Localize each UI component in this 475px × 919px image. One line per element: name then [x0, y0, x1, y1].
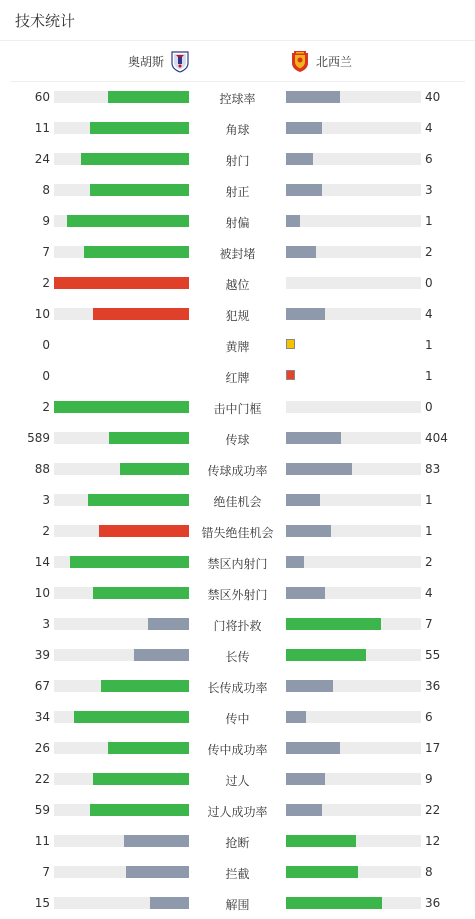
- stat-label: 错失绝佳机会: [201, 526, 274, 540]
- home-value: 59: [34, 803, 50, 817]
- stat-label: 门将扑救: [213, 619, 262, 633]
- stat-row: [0, 888, 475, 919]
- away-bar: [286, 773, 421, 785]
- stat-row: [0, 299, 475, 330]
- stat-label: 长传成功率: [207, 681, 268, 695]
- home-team[interactable]: [128, 41, 190, 81]
- away-value: 36: [425, 679, 441, 693]
- stat-row: [0, 268, 475, 299]
- away-bar: [286, 556, 421, 568]
- home-value: 14: [34, 555, 50, 569]
- away-bar: [286, 804, 421, 816]
- home-value: 67: [34, 679, 50, 693]
- away-bar: [286, 742, 421, 754]
- away-bar-fill: [286, 215, 300, 227]
- stat-label: 控球率: [219, 92, 256, 106]
- home-value: 26: [34, 741, 50, 755]
- home-bar: [54, 432, 189, 444]
- away-value: 4: [425, 307, 433, 321]
- stat-label: 越位: [225, 278, 250, 292]
- away-bar-fill: [286, 711, 306, 723]
- stat-row: [0, 392, 475, 423]
- home-value: 3: [42, 617, 50, 631]
- stat-label: 禁区内射门: [207, 557, 268, 571]
- home-bar: [54, 897, 189, 909]
- home-value: 0: [42, 369, 50, 383]
- home-value: 60: [34, 90, 50, 104]
- home-value: 7: [42, 865, 50, 879]
- away-team-name: 北西兰: [316, 54, 353, 69]
- away-value: 2: [425, 245, 433, 259]
- home-value: 15: [34, 896, 50, 910]
- home-bar-fill: [150, 897, 189, 909]
- away-bar: [286, 680, 421, 692]
- away-bar-fill: [286, 246, 316, 258]
- home-bar: [54, 215, 189, 227]
- home-value: 2: [42, 276, 50, 290]
- home-bar: [54, 618, 189, 630]
- away-value: 1: [425, 369, 433, 383]
- stat-label: 射偏: [225, 216, 250, 230]
- stat-row: [0, 547, 475, 578]
- away-value: 6: [425, 710, 433, 724]
- stat-row: [0, 454, 475, 485]
- stat-label: 击中门框: [213, 402, 262, 416]
- home-value: 2: [42, 524, 50, 538]
- home-bar: [54, 649, 189, 661]
- away-bar-fill: [286, 680, 333, 692]
- stat-row: [0, 423, 475, 454]
- away-bar: [286, 835, 421, 847]
- home-value: 8: [42, 183, 50, 197]
- away-value: 4: [425, 586, 433, 600]
- home-value: 11: [34, 834, 50, 848]
- away-value: 0: [425, 276, 433, 290]
- stats-list: [0, 82, 475, 919]
- home-bar: [54, 587, 189, 599]
- away-bar-fill: [286, 556, 304, 568]
- away-bar-fill: [286, 525, 331, 537]
- stat-label: 角球: [225, 123, 250, 137]
- stat-label: 过人: [225, 774, 250, 788]
- home-bar-fill: [90, 804, 189, 816]
- stat-row: [0, 516, 475, 547]
- home-bar-fill: [93, 308, 189, 320]
- home-value: 88: [34, 462, 50, 476]
- away-bar: [286, 711, 421, 723]
- home-team-name: 奥胡斯: [127, 54, 164, 69]
- home-bar-fill: [88, 494, 189, 506]
- home-bar-fill: [67, 215, 189, 227]
- home-bar-fill: [99, 525, 189, 537]
- home-value: 10: [34, 307, 50, 321]
- home-value: 3: [42, 493, 50, 507]
- home-value: 22: [34, 772, 50, 786]
- stat-label: 传球成功率: [207, 464, 268, 478]
- away-bar: [286, 525, 421, 537]
- stat-row: [0, 144, 475, 175]
- stat-row: [0, 671, 475, 702]
- away-bar: [286, 308, 421, 320]
- stat-row: [0, 640, 475, 671]
- away-bar-fill: [286, 649, 366, 661]
- away-bar: [286, 618, 421, 630]
- home-bar-fill: [101, 680, 189, 692]
- away-bar: [286, 494, 421, 506]
- away-value: 1: [425, 214, 433, 228]
- stat-row: [0, 764, 475, 795]
- red-card-icon: [286, 370, 295, 380]
- home-value: 11: [34, 121, 50, 135]
- home-bar: [54, 711, 189, 723]
- away-bar: [286, 432, 421, 444]
- away-value: 55: [425, 648, 441, 662]
- away-bar-fill: [286, 91, 340, 103]
- away-value: 1: [425, 338, 433, 352]
- away-value: 0: [425, 400, 433, 414]
- yellow-card-icon: [286, 339, 295, 349]
- home-bar: [54, 742, 189, 754]
- away-bar-fill: [286, 432, 341, 444]
- away-team[interactable]: [290, 41, 352, 81]
- home-bar: [54, 153, 189, 165]
- stat-label: 射门: [225, 154, 250, 168]
- home-bar-fill: [120, 463, 189, 475]
- away-bar: [286, 401, 421, 413]
- away-bar-fill: [286, 153, 313, 165]
- away-value: 22: [425, 803, 441, 817]
- stat-label: 黄牌: [225, 340, 250, 354]
- home-bar-fill: [109, 432, 189, 444]
- stat-label: 传中成功率: [207, 743, 268, 757]
- home-bar: [54, 246, 189, 258]
- stat-row: [0, 733, 475, 764]
- away-value: 4: [425, 121, 433, 135]
- away-bar-fill: [286, 308, 325, 320]
- home-bar-fill: [70, 556, 189, 568]
- stat-label: 被封堵: [219, 247, 256, 261]
- away-bar: [286, 91, 421, 103]
- stat-label: 抢断: [225, 836, 250, 850]
- home-value: 589: [27, 431, 50, 445]
- home-bar: [54, 680, 189, 692]
- home-bar-fill: [90, 184, 189, 196]
- home-bar: [54, 277, 189, 289]
- away-value: 2: [425, 555, 433, 569]
- away-value: 83: [425, 462, 441, 476]
- away-value: 7: [425, 617, 433, 631]
- home-value: 24: [34, 152, 50, 166]
- stat-row: [0, 206, 475, 237]
- away-bar: [286, 897, 421, 909]
- away-value: 404: [425, 431, 448, 445]
- stat-label: 拦截: [225, 867, 250, 881]
- away-bar-fill: [286, 866, 358, 878]
- home-bar-fill: [84, 246, 189, 258]
- away-value: 1: [425, 493, 433, 507]
- section-title: 技术统计: [15, 12, 76, 30]
- home-bar: [54, 184, 189, 196]
- stat-label: 绝佳机会: [213, 495, 262, 509]
- home-bar: [54, 556, 189, 568]
- home-bar-fill: [81, 153, 189, 165]
- home-value: 0: [42, 338, 50, 352]
- away-bar: [286, 153, 421, 165]
- stat-label: 长传: [225, 650, 250, 664]
- away-bar-fill: [286, 804, 322, 816]
- nordsjaelland-crest-icon: [290, 49, 310, 73]
- stat-label: 禁区外射门: [207, 588, 268, 602]
- home-value: 9: [42, 214, 50, 228]
- away-bar: [286, 587, 421, 599]
- team-header: [10, 41, 465, 82]
- stat-row: [0, 82, 475, 113]
- away-value: 12: [425, 834, 441, 848]
- away-value: 17: [425, 741, 441, 755]
- away-bar-fill: [286, 742, 340, 754]
- away-bar-fill: [286, 122, 322, 134]
- away-bar-fill: [286, 463, 352, 475]
- away-value: 36: [425, 896, 441, 910]
- home-value: 39: [34, 648, 50, 662]
- home-bar-fill: [54, 277, 189, 289]
- home-value: 2: [42, 400, 50, 414]
- stat-label: 红牌: [225, 371, 250, 385]
- home-bar-fill: [54, 401, 189, 413]
- stat-row: [0, 795, 475, 826]
- home-bar-fill: [134, 649, 189, 661]
- away-value: 9: [425, 772, 433, 786]
- away-bar-fill: [286, 494, 320, 506]
- home-bar-fill: [148, 618, 189, 630]
- stat-label: 传中: [225, 712, 250, 726]
- home-value: 34: [34, 710, 50, 724]
- stat-label: 过人成功率: [207, 805, 268, 819]
- away-bar-fill: [286, 587, 325, 599]
- away-value: 40: [425, 90, 441, 104]
- home-bar: [54, 401, 189, 413]
- away-bar: [286, 184, 421, 196]
- home-bar: [54, 866, 189, 878]
- home-bar: [54, 494, 189, 506]
- away-bar: [286, 122, 421, 134]
- away-bar: [286, 277, 421, 289]
- home-bar: [54, 463, 189, 475]
- home-bar: [54, 835, 189, 847]
- stat-row: [0, 609, 475, 640]
- stat-row: [0, 175, 475, 206]
- home-bar-fill: [108, 91, 189, 103]
- stat-row: [0, 826, 475, 857]
- home-bar-fill: [93, 773, 189, 785]
- aarhus-crest-icon: [170, 49, 190, 73]
- home-bar-fill: [93, 587, 189, 599]
- home-value: 10: [34, 586, 50, 600]
- stat-row: [0, 578, 475, 609]
- stat-label: 解围: [225, 898, 250, 912]
- stat-row: [0, 361, 475, 392]
- home-bar: [54, 773, 189, 785]
- away-bar: [286, 246, 421, 258]
- away-bar: [286, 866, 421, 878]
- away-value: 1: [425, 524, 433, 538]
- home-bar: [54, 525, 189, 537]
- away-bar: [286, 649, 421, 661]
- home-bar-fill: [74, 711, 189, 723]
- stat-label: 传球: [225, 433, 250, 447]
- stat-label: 犯规: [225, 309, 250, 323]
- stat-row: [0, 485, 475, 516]
- home-bar-fill: [124, 835, 189, 847]
- away-value: 6: [425, 152, 433, 166]
- away-bar: [286, 215, 421, 227]
- home-bar-fill: [90, 122, 189, 134]
- home-bar: [54, 122, 189, 134]
- home-bar-fill: [108, 742, 189, 754]
- home-value: 7: [42, 245, 50, 259]
- stat-label: 射正: [225, 185, 250, 199]
- away-bar-fill: [286, 184, 322, 196]
- stat-row: [0, 330, 475, 361]
- away-bar-fill: [286, 773, 325, 785]
- section-header: [0, 0, 475, 41]
- home-bar: [54, 308, 189, 320]
- stat-row: [0, 237, 475, 268]
- away-value: 3: [425, 183, 433, 197]
- home-bar: [54, 91, 189, 103]
- away-bar-fill: [286, 897, 382, 909]
- away-bar-fill: [286, 618, 381, 630]
- home-bar-fill: [126, 866, 189, 878]
- stat-row: [0, 702, 475, 733]
- away-bar-fill: [286, 835, 356, 847]
- away-value: 8: [425, 865, 433, 879]
- stat-row: [0, 113, 475, 144]
- stat-row: [0, 857, 475, 888]
- away-bar: [286, 463, 421, 475]
- home-bar: [54, 804, 189, 816]
